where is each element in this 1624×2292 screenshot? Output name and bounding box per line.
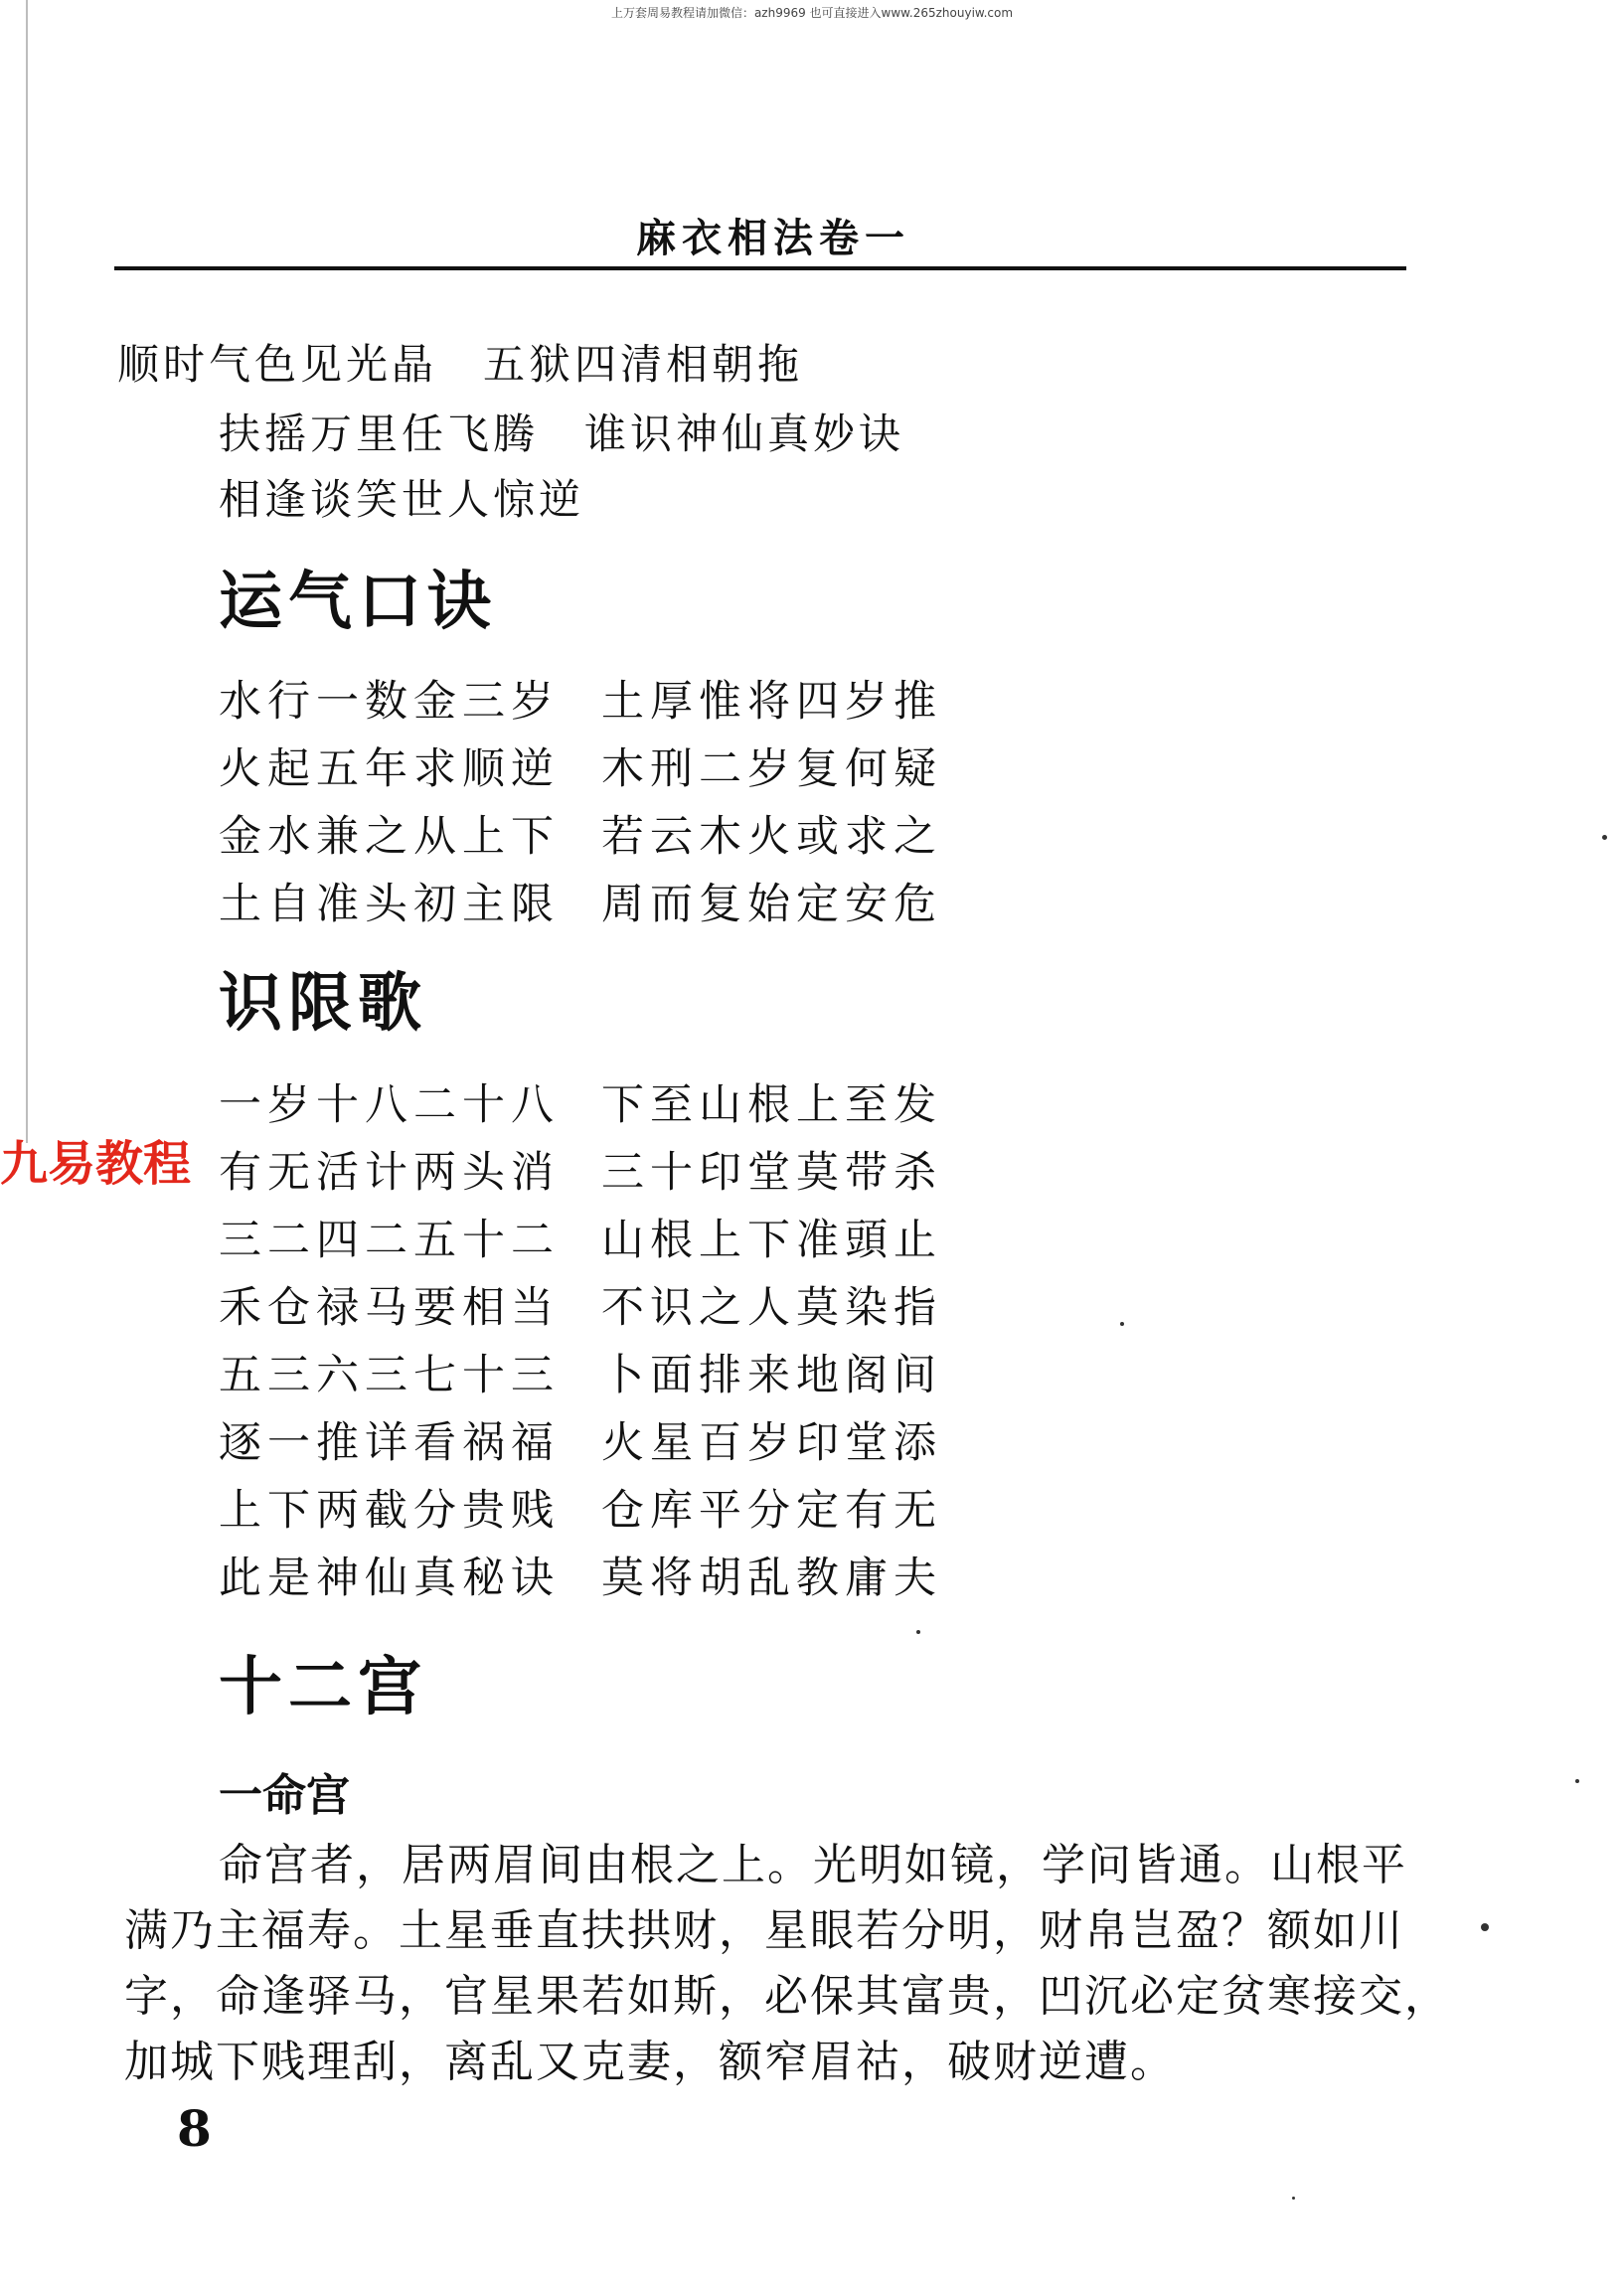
section-title: 运气口诀 <box>219 566 497 639</box>
verse-line: 火星百岁印堂添 <box>601 1418 942 1468</box>
verse-line: 土自准头初主限 <box>219 880 560 929</box>
verse-line: 木刑二岁复何疑 <box>601 744 942 794</box>
scan-speck <box>1120 1322 1124 1326</box>
verse-line: 若云木火或求之 <box>601 812 942 862</box>
paragraph-line: 加城下贱理刮，离乱又克妻，额窄眉祜，破财逆遭。 <box>124 2037 1176 2087</box>
top-banner: 上万套周易教程请加微信：azh9969 也可直接进入www.265zhouyiw.com <box>610 6 1014 20</box>
verse-right-column <box>601 1071 942 1612</box>
verse-line: 三十印堂莫带杀 <box>601 1148 942 1198</box>
scan-speck <box>1481 1923 1489 1931</box>
verse-line: 周而复始定安危 <box>601 880 942 929</box>
verse-line: 下至山根上至发 <box>601 1080 942 1130</box>
scan-speck <box>1602 835 1607 840</box>
intro-line: 相逢谈笑世人惊逆 <box>219 475 585 524</box>
scan-speck <box>1292 2197 1295 2200</box>
verse-line: 禾仓禄马要相当 <box>219 1283 560 1333</box>
verse-line: 五三六三七十三 <box>219 1351 560 1400</box>
section-title: 识限歌 <box>219 967 427 1041</box>
verse-line: 不识之人莫染指 <box>601 1283 942 1333</box>
verse-line: 逐一推详看祸福 <box>219 1418 560 1468</box>
verse-line: 卜面排来地阁间 <box>601 1351 942 1400</box>
verse-line: 金水兼之从上下 <box>219 812 560 862</box>
verse-line: 三二四二五十二 <box>219 1216 560 1265</box>
verse-line: 此是神仙真秘诀 <box>219 1554 560 1603</box>
verse-line: 有无活计两头消 <box>219 1148 560 1198</box>
verse-left-column <box>219 1071 560 1612</box>
verse-line: 水行一数金三岁 <box>219 677 560 727</box>
watermark-label: 九易教程 <box>0 1136 192 1192</box>
verse-line: 一岁十八二十八 <box>219 1080 560 1130</box>
verse-line: 莫将胡乱教庸夫 <box>601 1554 942 1603</box>
verse-line: 山根上下准頭止 <box>601 1216 942 1265</box>
paragraph-line: 命宫者，居两眉间由根之上。光明如镜，学问皆通。山根平 <box>219 1840 1407 1890</box>
verse-line: 仓库平分定有无 <box>601 1486 942 1536</box>
paragraph-line: 满乃主福寿。土星垂直扶拱财，星眼若分明，财帛岂盈？额如川 <box>124 1905 1404 1956</box>
scan-speck <box>916 1630 920 1634</box>
verse-line: 火起五年求顺逆 <box>219 744 560 794</box>
page-number: 8 <box>177 2099 212 2158</box>
verse-left-column <box>219 668 560 938</box>
subsection-title: 一命宫 <box>219 1770 350 1821</box>
intro-line: 顺时气色见光晶 五狱四清相朝拖 <box>117 340 804 389</box>
page-edge-shadow <box>26 0 28 1143</box>
verse-line: 上下两截分贵贱 <box>219 1486 560 1536</box>
intro-line: 扶摇万里任飞腾 谁识神仙真妙诀 <box>219 409 905 458</box>
verse-right-column <box>601 668 942 938</box>
verse-line: 土厚惟将四岁推 <box>601 677 942 727</box>
scan-speck <box>1575 1779 1579 1783</box>
running-head: 麻衣相法卷一 <box>636 215 910 261</box>
section-title: 十二宫 <box>219 1651 427 1724</box>
paragraph-line: 字，命逢驿马，官星果若如斯，必保其富贵，凹沉必定贫寒接交， <box>124 1971 1450 2022</box>
header-rule <box>114 266 1406 270</box>
